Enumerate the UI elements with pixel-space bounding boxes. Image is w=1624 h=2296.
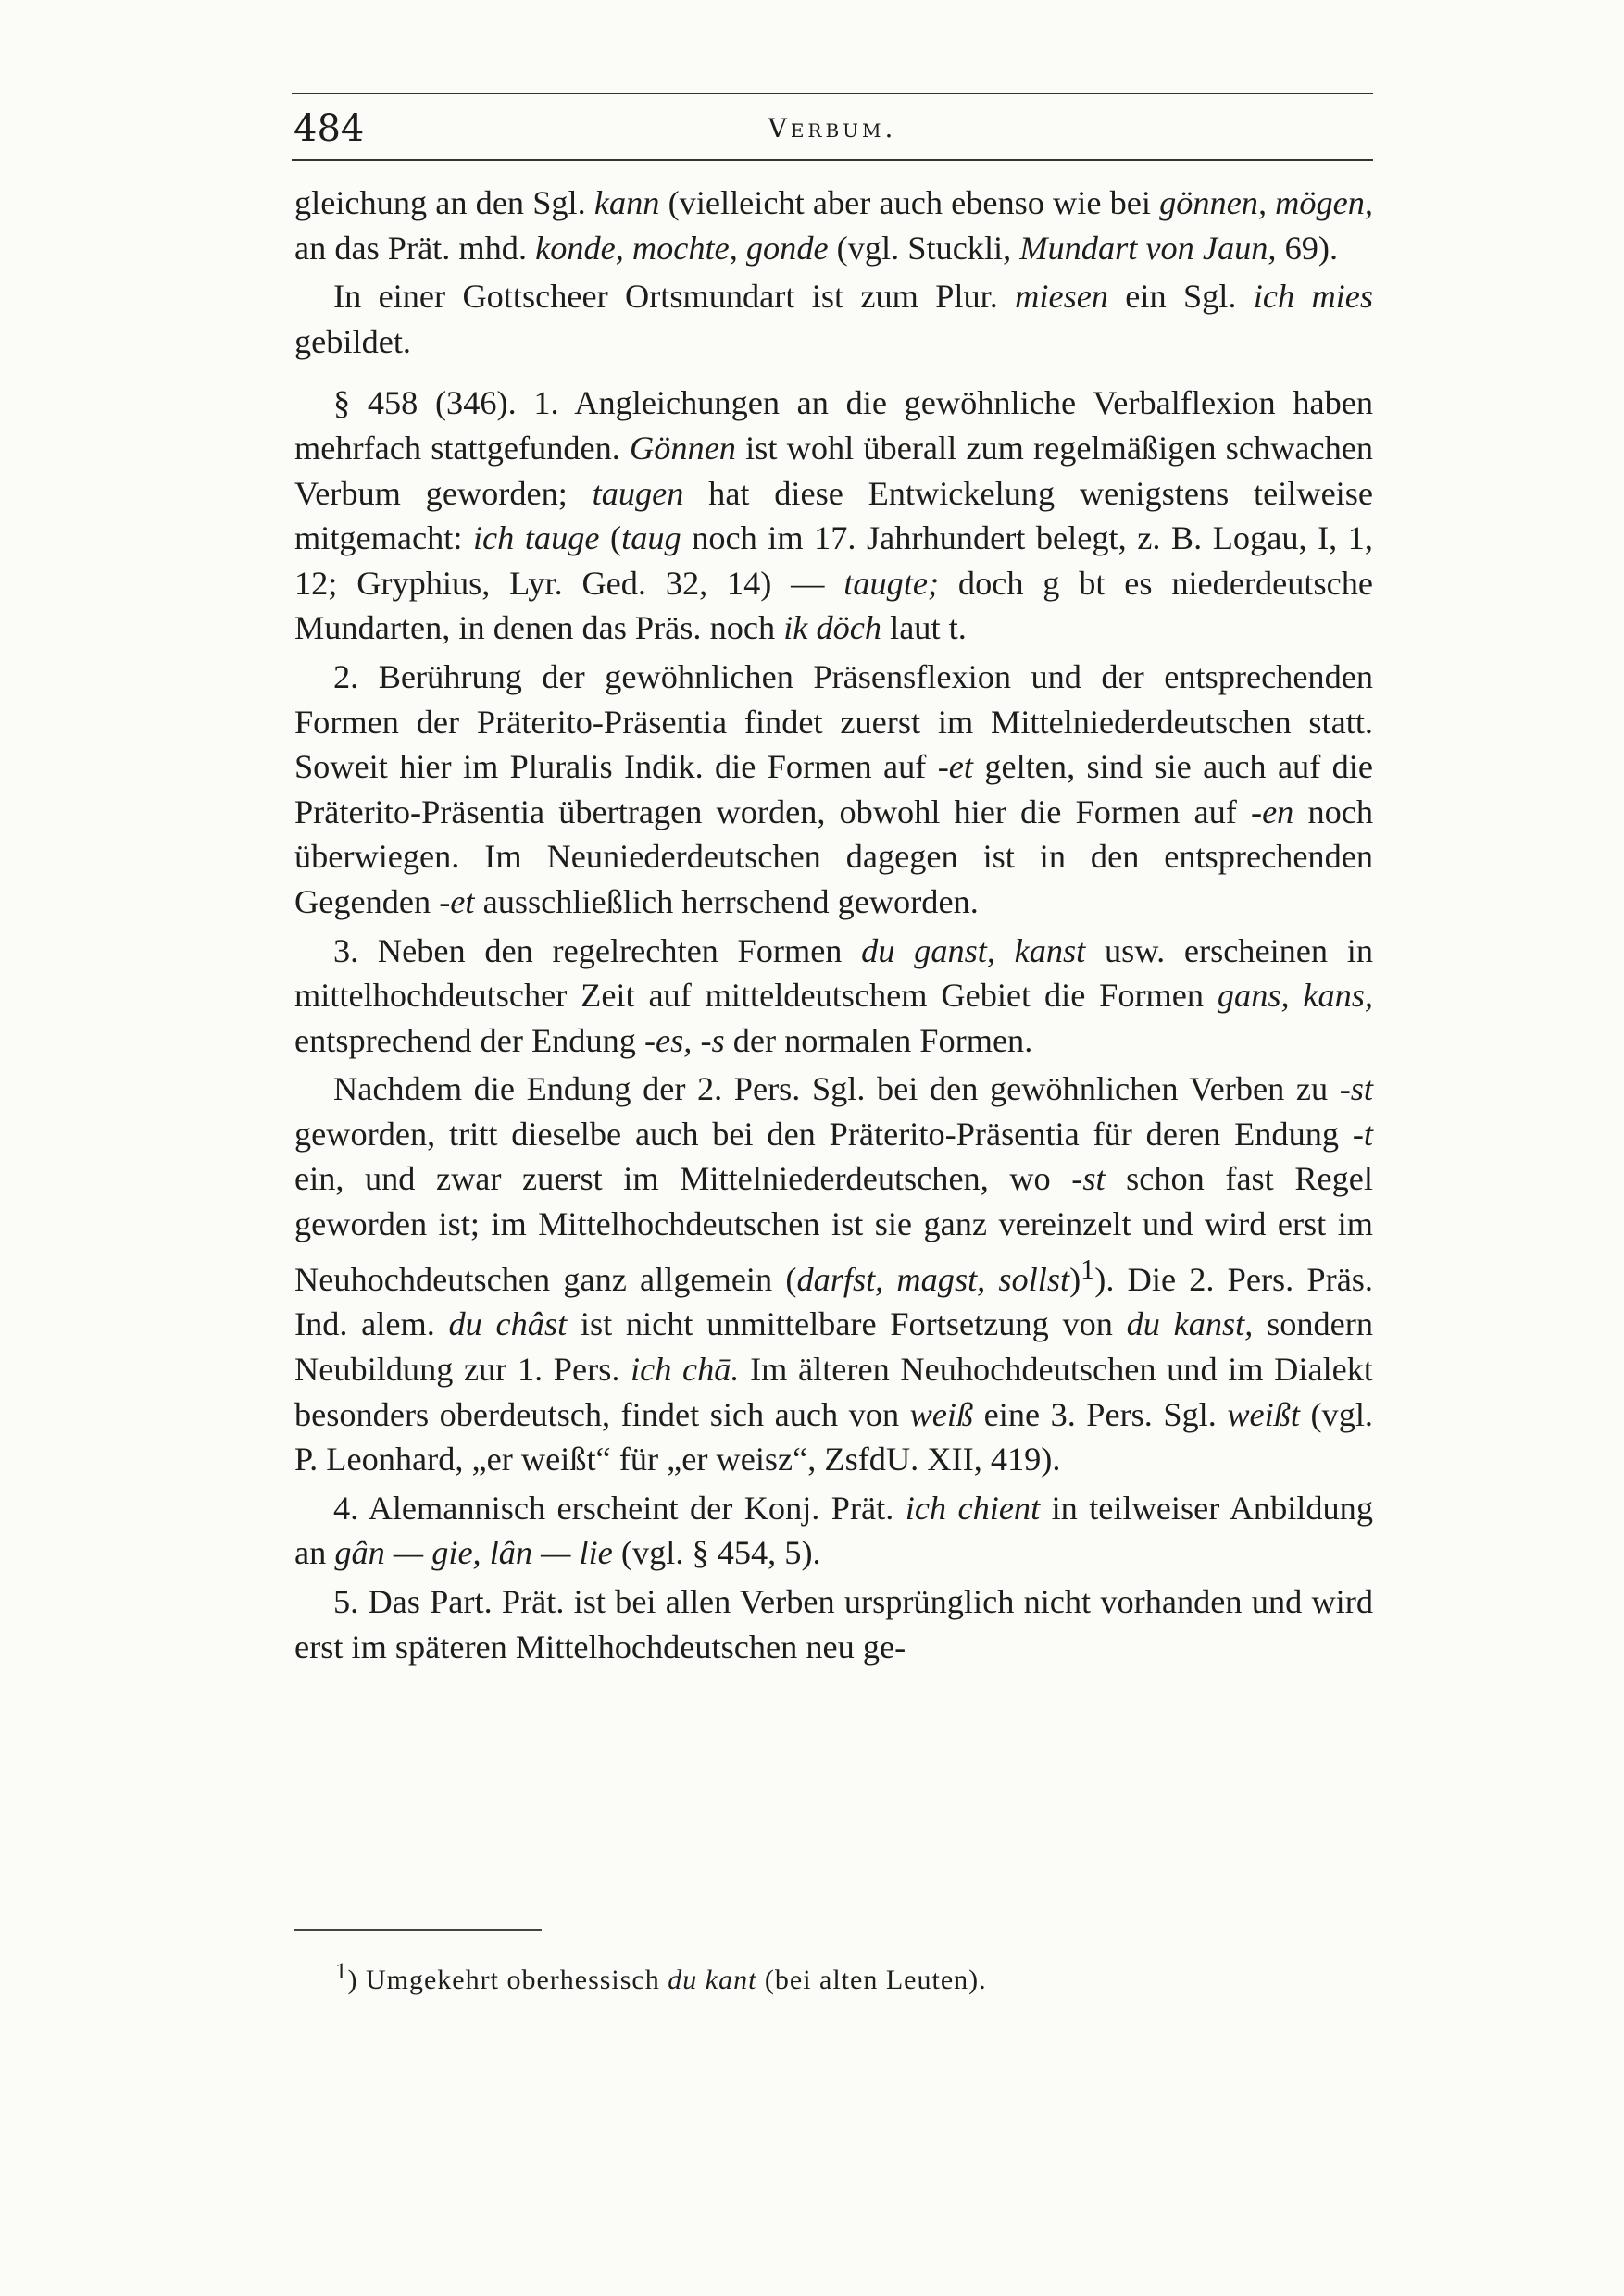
paragraph xyxy=(294,181,1373,270)
italic-term: -es, -s xyxy=(643,1021,725,1059)
text-run: sondern Neubildung zur 1. Pers. xyxy=(294,1305,1373,1388)
italic-term: taug xyxy=(621,519,681,557)
italic-term: -et xyxy=(937,748,974,786)
text-run: der normalen Formen. xyxy=(724,1021,1033,1059)
italic-term: ich chient xyxy=(905,1489,1041,1527)
text-run: 5. Das Part. Prät. ist bei allen Verben ursprünglich nicht vorhanden und wird erst im späteren Mittelhochdeutschen neu ge- xyxy=(294,1582,1373,1666)
paragraph xyxy=(294,274,1373,364)
body-text xyxy=(294,181,1373,1669)
footnote xyxy=(335,1953,1372,1999)
italic-term: -st xyxy=(1339,1070,1373,1108)
italic-term: weiß xyxy=(909,1395,974,1433)
text-run: entsprechend der Endung xyxy=(294,1021,644,1059)
text-run: ausschließlich herrschend geworden. xyxy=(474,882,979,920)
italic-term: taugen xyxy=(592,474,684,512)
text-run: usw. erscheinen in mittelhochdeutscher Zeit auf mitteldeutschem Gebiet die Formen xyxy=(294,931,1373,1015)
text-run: laut t. xyxy=(881,609,967,647)
italic-term: konde, mochte, gonde xyxy=(535,229,829,267)
page-header xyxy=(292,93,1373,161)
text-run: ist nicht unmittelbare Fortsetzung von xyxy=(567,1305,1127,1343)
italic-term: ich tauge xyxy=(472,519,600,557)
italic-term: gans, kans, xyxy=(1217,977,1373,1015)
text-run: in teilweiser Anbildung an xyxy=(294,1489,1373,1572)
text-run: doch g bt es niederdeutsche Mundarten, in denen das Präs. noch xyxy=(294,564,1373,647)
text-run: § 458 (346). 1. Angleichungen an die gewöhnliche Verbalflexion haben mehrfach stattgefunden. xyxy=(294,384,1373,467)
footnote-marker: 1 xyxy=(1081,1253,1095,1285)
text-run: hat diese Entwickelung wenigstens teilweise mitgemacht: xyxy=(294,474,1374,557)
italic-term: gân — gie, lân — lie xyxy=(334,1534,613,1572)
text-run: an das Prät. mhd. xyxy=(294,229,536,267)
text-run: gebildet. xyxy=(294,322,411,360)
text-run: (vielleicht aber auch ebenso wie bei xyxy=(659,184,1160,221)
page-number: 484 xyxy=(294,107,365,150)
text-run: (bei alten Leuten). xyxy=(756,1965,987,1995)
text-run: ein Sgl. xyxy=(1107,278,1254,316)
text-run: 2. Berührung der gewöhnlichen Präsensflexion und der entsprechenden Formen der Präterito-Präsentia findet zuerst im Mittelniederdeutschen statt. Soweit hier im Pluralis Indik. die Formen auf xyxy=(294,657,1373,786)
text-run: ( xyxy=(599,519,622,557)
italic-term: miesen xyxy=(1015,278,1108,316)
text-run: geworden, tritt dieselbe auch bei den Präterito-Präsentia für deren Endung xyxy=(294,1115,1353,1153)
italic-term: darfst, magst, sollst xyxy=(796,1260,1070,1298)
italic-term: du ganst, kanst xyxy=(861,931,1086,969)
text-run: ). Die 2. Pers. Präs. Ind. alem. xyxy=(294,1260,1374,1343)
text-run: 69). xyxy=(1276,229,1339,267)
text-run: 3. Neben den regelrechten Formen xyxy=(333,931,862,969)
paragraph xyxy=(294,1486,1373,1576)
italic-term: ich mies xyxy=(1253,278,1374,316)
text-run: noch überwiegen. Im Neuniederdeutschen dagegen ist in den entsprechenden Gegenden xyxy=(294,792,1374,920)
text-run: eine 3. Pers. Sgl. xyxy=(973,1395,1228,1433)
text-run: schon fast Regel geworden ist; im Mittelhochdeutschen ist sie ganz vereinzelt und wird erst im Neuhochdeutschen ganz allgemein ( xyxy=(294,1160,1373,1298)
paragraph xyxy=(294,1579,1373,1669)
italic-term: -t xyxy=(1352,1115,1373,1153)
italic-term: du kanst, xyxy=(1126,1305,1254,1343)
text-run: Im älteren Neuhochdeutschen und im Dialekt besonders oberdeutsch, findet sich auch von xyxy=(294,1350,1373,1433)
text-run: ) Umgekehrt oberhessisch xyxy=(347,1965,668,1995)
text-run: In einer Gottscheer Ortsmundart ist zum Plur. xyxy=(333,278,1016,316)
italic-term: taugte; xyxy=(843,564,940,602)
italic-term: weißt xyxy=(1227,1395,1300,1433)
running-title: Verbum. xyxy=(768,113,897,144)
text-run: noch im 17. Jahrhundert belegt, z. B. Logau, I, 1, 12; Gryphius, Lyr. Ged. 32, 14) — xyxy=(294,519,1373,602)
italic-term: -st xyxy=(1071,1160,1106,1198)
footnote-marker: 1 xyxy=(335,1959,348,1984)
text-run: (vgl. Stuckli, xyxy=(828,229,1020,267)
italic-term: ich chā. xyxy=(631,1350,740,1388)
text-run: ist wohl überall zum regelmäßigen schwachen Verbum geworden; xyxy=(294,429,1373,512)
italic-term: kann xyxy=(593,184,660,221)
footnote-separator xyxy=(294,1929,542,1931)
paragraph xyxy=(294,655,1373,925)
italic-term: -en xyxy=(1250,792,1294,830)
italic-term: du châst xyxy=(448,1305,568,1343)
text-run: (vgl. P. Leonhard, „er weißt“ für „er weisz“, ZsfdU. XII, 419). xyxy=(294,1395,1373,1479)
text-run: 4. Alemannisch erscheint der Konj. Prät. xyxy=(333,1489,906,1527)
text-run: gleichung an den Sgl. xyxy=(294,184,594,221)
text-run: ) xyxy=(1069,1260,1081,1298)
italic-term: du kant xyxy=(668,1965,757,1995)
text-run: (vgl. § 454, 5). xyxy=(612,1534,821,1572)
italic-term: Gönnen xyxy=(630,429,736,467)
italic-term: -et xyxy=(439,882,475,920)
text-run: ein, und zwar zuerst im Mittelniederdeutschen, wo xyxy=(294,1160,1072,1198)
paragraph xyxy=(294,929,1373,1064)
text-run: Nachdem die Endung der 2. Pers. Sgl. bei den gewöhnlichen Verben zu xyxy=(333,1070,1340,1108)
italic-term: Mundart von Jaun, xyxy=(1019,229,1277,267)
paragraph xyxy=(294,381,1373,651)
text-run: gelten, sind sie auch auf die Präterito-Präsentia übertragen worden, obwohl hier die Formen auf xyxy=(294,748,1374,830)
italic-term: gönnen, mögen, xyxy=(1159,184,1374,221)
paragraph xyxy=(294,1067,1373,1481)
italic-term: ik döch xyxy=(783,609,882,647)
